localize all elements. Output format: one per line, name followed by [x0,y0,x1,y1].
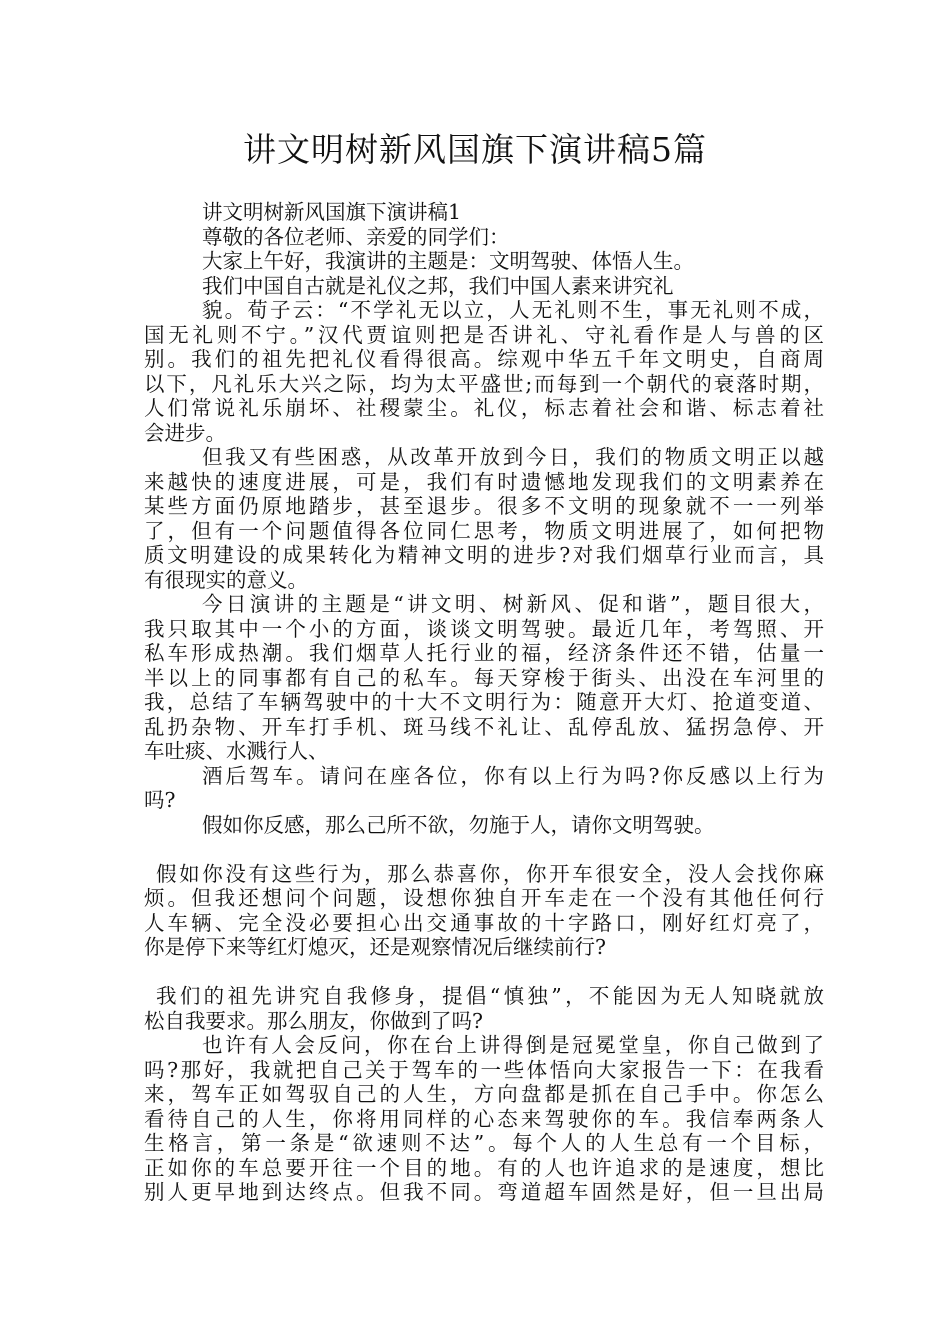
text-line: 假如你反感，那么己所不欲，勿施于人，请你文明驾驶。 [202,812,715,837]
text-line: 貌。荀子云：“不学礼无以立，人无礼则不生，事无礼则不成， [202,298,824,322]
document-title: 讲文明树新风国旗下演讲稿5篇 [243,130,707,169]
blank-line [144,837,824,862]
text-line: 酒后驾车。请问在座各位，你有以上行为吗?你反感以上行为 [202,763,824,788]
text-line: 吗?那好，我就把自己关于驾车的一些体悟向大家报告一下：在我看 [144,1057,824,1082]
text-line: 但我又有些困惑，从改革开放到今日，我们的物质文明正以越 [202,445,824,469]
text-line: 生格言，第一条是“欲速则不达”。每个人的人生总有一个目标， [144,1131,824,1155]
text-line: 正如你的车总要开往一个目的地。有的人也许追求的是速度，想比 [144,1155,824,1180]
text-line: 看待自己的人生，你将用同样的心态来驾驶你的车。我信奉两条人 [144,1106,824,1131]
text-line: 大家上午好，我演讲的主题是：文明驾驶、体悟人生。 [202,249,694,273]
blank-line [144,960,824,985]
text-line: 吗? [144,788,176,812]
text-line: 有很现实的意义。 [144,567,308,592]
text-line: 半以上的同事都有自己的私车。每天穿梭于街头、出没在车河里的 [144,665,824,690]
text-line: 你是停下来等红灯熄灭，还是观察情况后继续前行? [144,935,606,959]
text-line: 来越快的速度进展，可是，我们有时遗憾地发现我们的文明素养在 [144,469,824,494]
text-line: 今日演讲的主题是“讲文明、树新风、促和谐”，题目很大， [202,592,824,616]
text-line: 人们常说礼乐崩坏、社稷蒙尘。礼仪，标志着社会和谐、标志着社 [144,396,824,420]
text-line: 来，驾车正如驾驭自己的人生，方向盘都是抓在自己手中。你怎么 [144,1082,824,1106]
text-line: 松自我要求。那么朋友，你做到了吗? [144,1008,483,1033]
text-line: 以下，凡礼乐大兴之际，均为太平盛世;而每到一个朝代的衰落时期， [144,371,824,396]
text-line: 我只取其中一个小的方面，谈谈文明驾驶。最近几年，考驾照、开 [144,616,824,641]
text-line: 车吐痰、水溅行人、 [144,739,329,763]
text-line: 我们中国自古就是礼仪之邦，我们中国人素来讲究礼 [202,273,674,298]
text-line: 乱扔杂物、开车打手机、斑马线不礼让、乱停乱放、猛拐急停、开 [144,714,824,739]
text-line: 会进步。 [144,420,226,445]
text-line: 人车辆、完全没必要担心出交通事故的十字路口，刚好红灯亮了， [144,910,824,935]
text-line: 别。我们的祖先把礼仪看得很高。综观中华五千年文明史，自商周 [144,347,824,371]
text-line: 假如你没有这些行为，那么恭喜你，你开车很安全，没人会找你麻 [156,861,824,886]
text-line: 某些方面仍原地踏步，甚至退步。很多不文明的现象就不一一列举 [144,494,824,518]
text-line: 尊敬的各位老师、亲爱的同学们： [202,224,510,249]
text-line: 别人更早地到达终点。但我不同。弯道超车固然是好，但一旦出局 [144,1180,824,1204]
text-line: 了，但有一个问题值得各位同仁思考，物质文明进展了，如何把物 [144,518,824,543]
text-line: 私车形成热潮。我们烟草人托行业的福，经济条件还不错，估量一 [144,641,824,665]
text-line: 我们的祖先讲究自我修身，提倡“慎独”，不能因为无人知晓就放 [156,984,824,1008]
document-body [144,200,824,1205]
text-line: 我，总结了车辆驾驶中的十大不文明行为：随意开大灯、抢道变道、 [144,690,824,714]
text-line: 讲文明树新风国旗下演讲稿1 [202,200,462,224]
text-line: 质文明建设的成果转化为精神文明的进步?对我们烟草行业而言，具 [144,543,824,567]
text-line: 烦。但我还想问个问题，设想你独自开车走在一个没有其他任何行 [144,886,824,910]
text-line: 也许有人会反问，你在台上讲得倒是冠冕堂皇，你自己做到了 [202,1033,824,1057]
text-line: 国无礼则不宁。”汉代贾谊则把是否讲礼、守礼看作是人与兽的区 [144,322,824,347]
